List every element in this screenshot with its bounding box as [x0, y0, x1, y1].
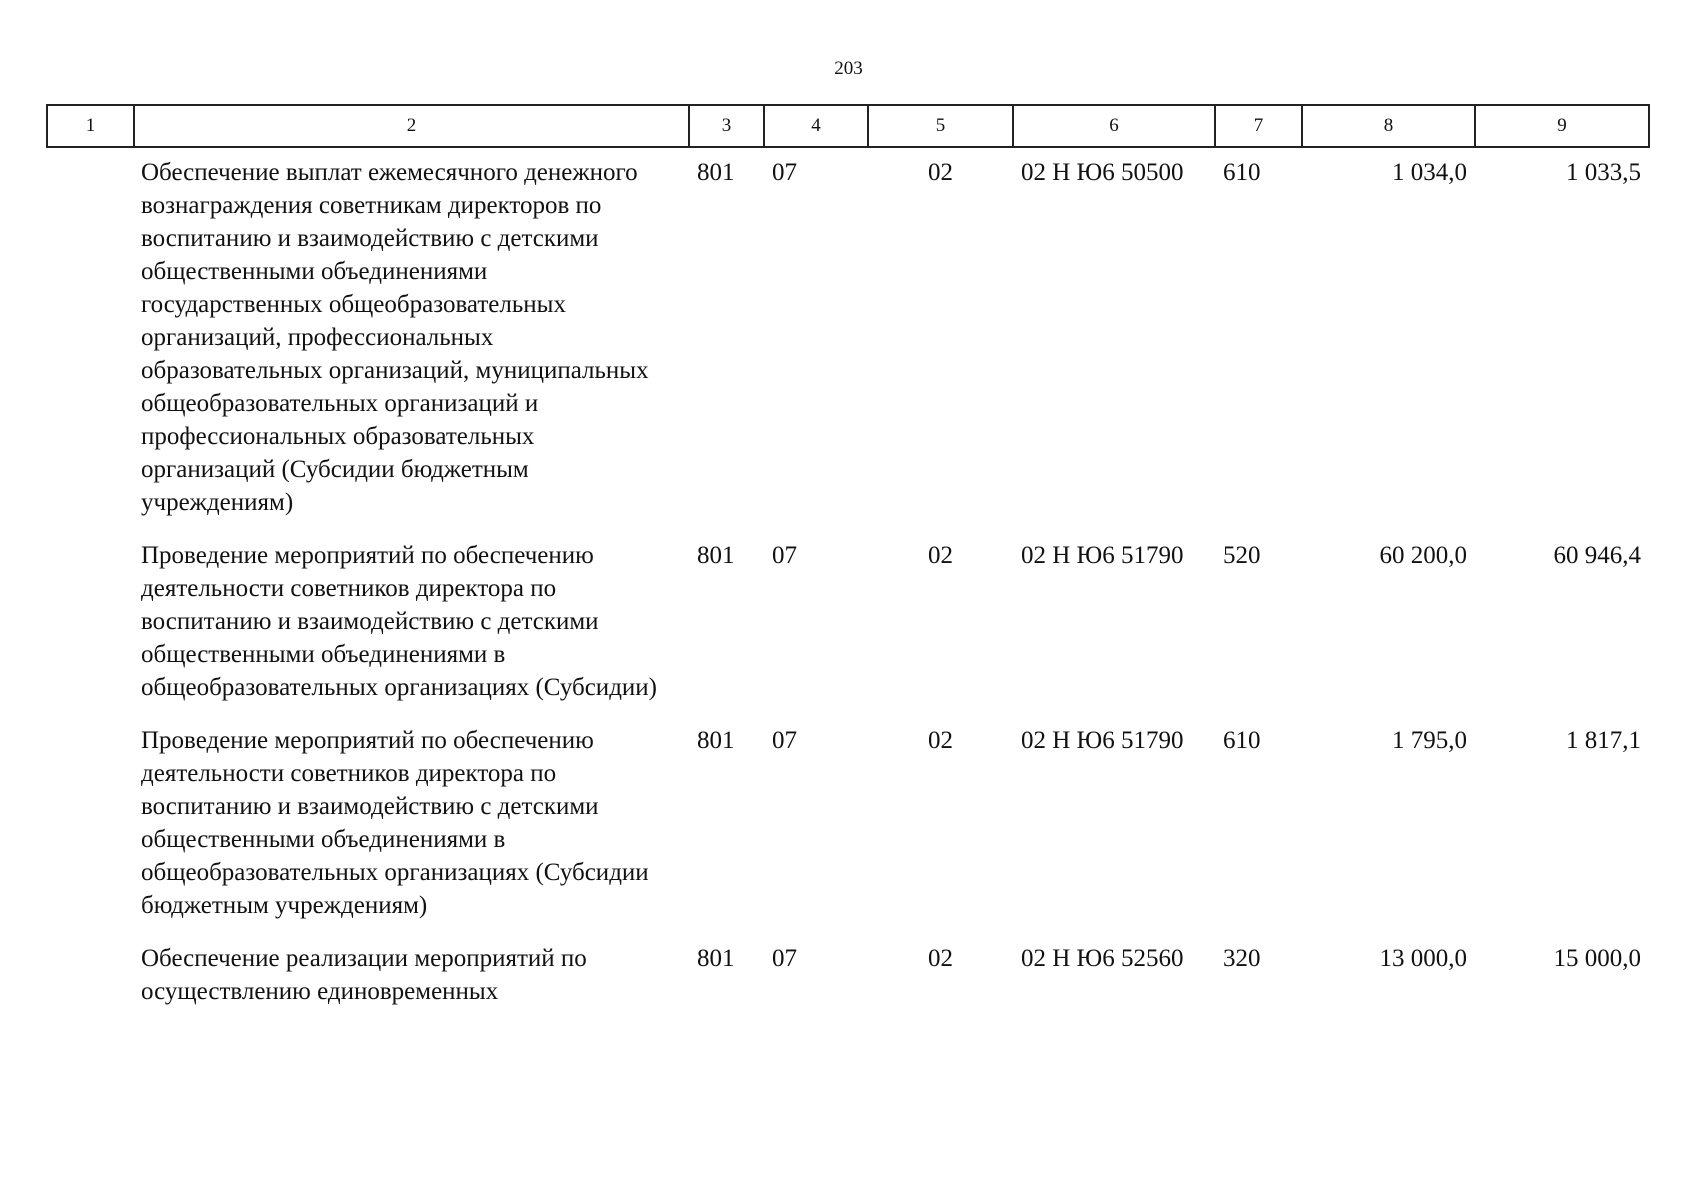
section-code: 07 — [772, 945, 797, 972]
table-header — [47, 105, 1649, 147]
header-col-1: 1 — [47, 105, 134, 147]
header-col-2: 2 — [134, 105, 689, 147]
expense-type-code: 320 — [1223, 945, 1261, 972]
section-code: 07 — [772, 727, 797, 754]
table-row — [47, 531, 1649, 716]
expense-name: Проведение мероприятий по обеспечению деятельности советников директора по воспитанию и взаимодействию с детскими общественными объединениями в общеобразовательных организациях (Субсидии бюджетным учреждениям) — [141, 727, 649, 919]
expense-type-code: 610 — [1223, 727, 1261, 754]
row-number-cell — [47, 716, 134, 934]
table-row — [47, 934, 1649, 1020]
table-body — [47, 147, 1649, 1020]
subsection-code: 02 — [928, 727, 953, 754]
amount-col-8: 1 795,0 — [1392, 727, 1467, 754]
header-col-9: 9 — [1475, 105, 1649, 147]
expense-name: Проведение мероприятий по обеспечению деятельности советников директора по воспитанию и взаимодействию с детскими общественными объединениями в общеобразовательных организациях (Субсидии) — [141, 542, 657, 701]
header-row — [47, 105, 1649, 147]
row-number-cell — [47, 934, 134, 1020]
ministry-code: 801 — [697, 945, 735, 972]
amount-col-9: 60 946,4 — [1553, 542, 1641, 569]
expense-type-code: 610 — [1223, 159, 1261, 186]
target-article-code: 02 Н Ю6 51790 — [1021, 727, 1184, 754]
section-code: 07 — [772, 542, 797, 569]
subsection-code: 02 — [928, 159, 953, 186]
subsection-code: 02 — [928, 542, 953, 569]
expense-name: Обеспечение реализации мероприятий по осуществлению единовременных — [141, 945, 587, 1005]
target-article-code: 02 Н Ю6 52560 — [1021, 945, 1184, 972]
row-number-cell — [47, 531, 134, 716]
header-col-7: 7 — [1215, 105, 1302, 147]
page-number: 203 — [834, 58, 863, 79]
amount-col-9: 1 033,5 — [1566, 159, 1641, 186]
amount-col-9: 1 817,1 — [1566, 727, 1641, 754]
header-col-6: 6 — [1013, 105, 1215, 147]
expense-type-code: 520 — [1223, 542, 1261, 569]
ministry-code: 801 — [697, 159, 735, 186]
budget-table — [46, 104, 1650, 1020]
amount-col-8: 60 200,0 — [1379, 542, 1467, 569]
header-col-3: 3 — [689, 105, 764, 147]
amount-col-8: 1 034,0 — [1392, 159, 1467, 186]
amount-col-8: 13 000,0 — [1379, 945, 1467, 972]
section-code: 07 — [772, 159, 797, 186]
expense-name: Обеспечение выплат ежемесячного денежного вознаграждения советникам директоров по воспитанию и взаимодействию с детскими общественными объединениями государственных общеобразовательных организаций, профессиональных образовательных организаций, муниципальных общеобразовательных организаций и профессиональных образовательных организаций (Субсидии бюджетным учреждениям) — [141, 159, 649, 516]
target-article-code: 02 Н Ю6 50500 — [1021, 159, 1184, 186]
table-row — [47, 147, 1649, 531]
target-article-code: 02 Н Ю6 51790 — [1021, 542, 1184, 569]
header-col-4: 4 — [764, 105, 868, 147]
header-col-8: 8 — [1302, 105, 1475, 147]
row-number-cell — [47, 147, 134, 531]
subsection-code: 02 — [928, 945, 953, 972]
ministry-code: 801 — [697, 727, 735, 754]
amount-col-9: 15 000,0 — [1553, 945, 1641, 972]
ministry-code: 801 — [697, 542, 735, 569]
table-row — [47, 716, 1649, 934]
header-col-5: 5 — [868, 105, 1013, 147]
